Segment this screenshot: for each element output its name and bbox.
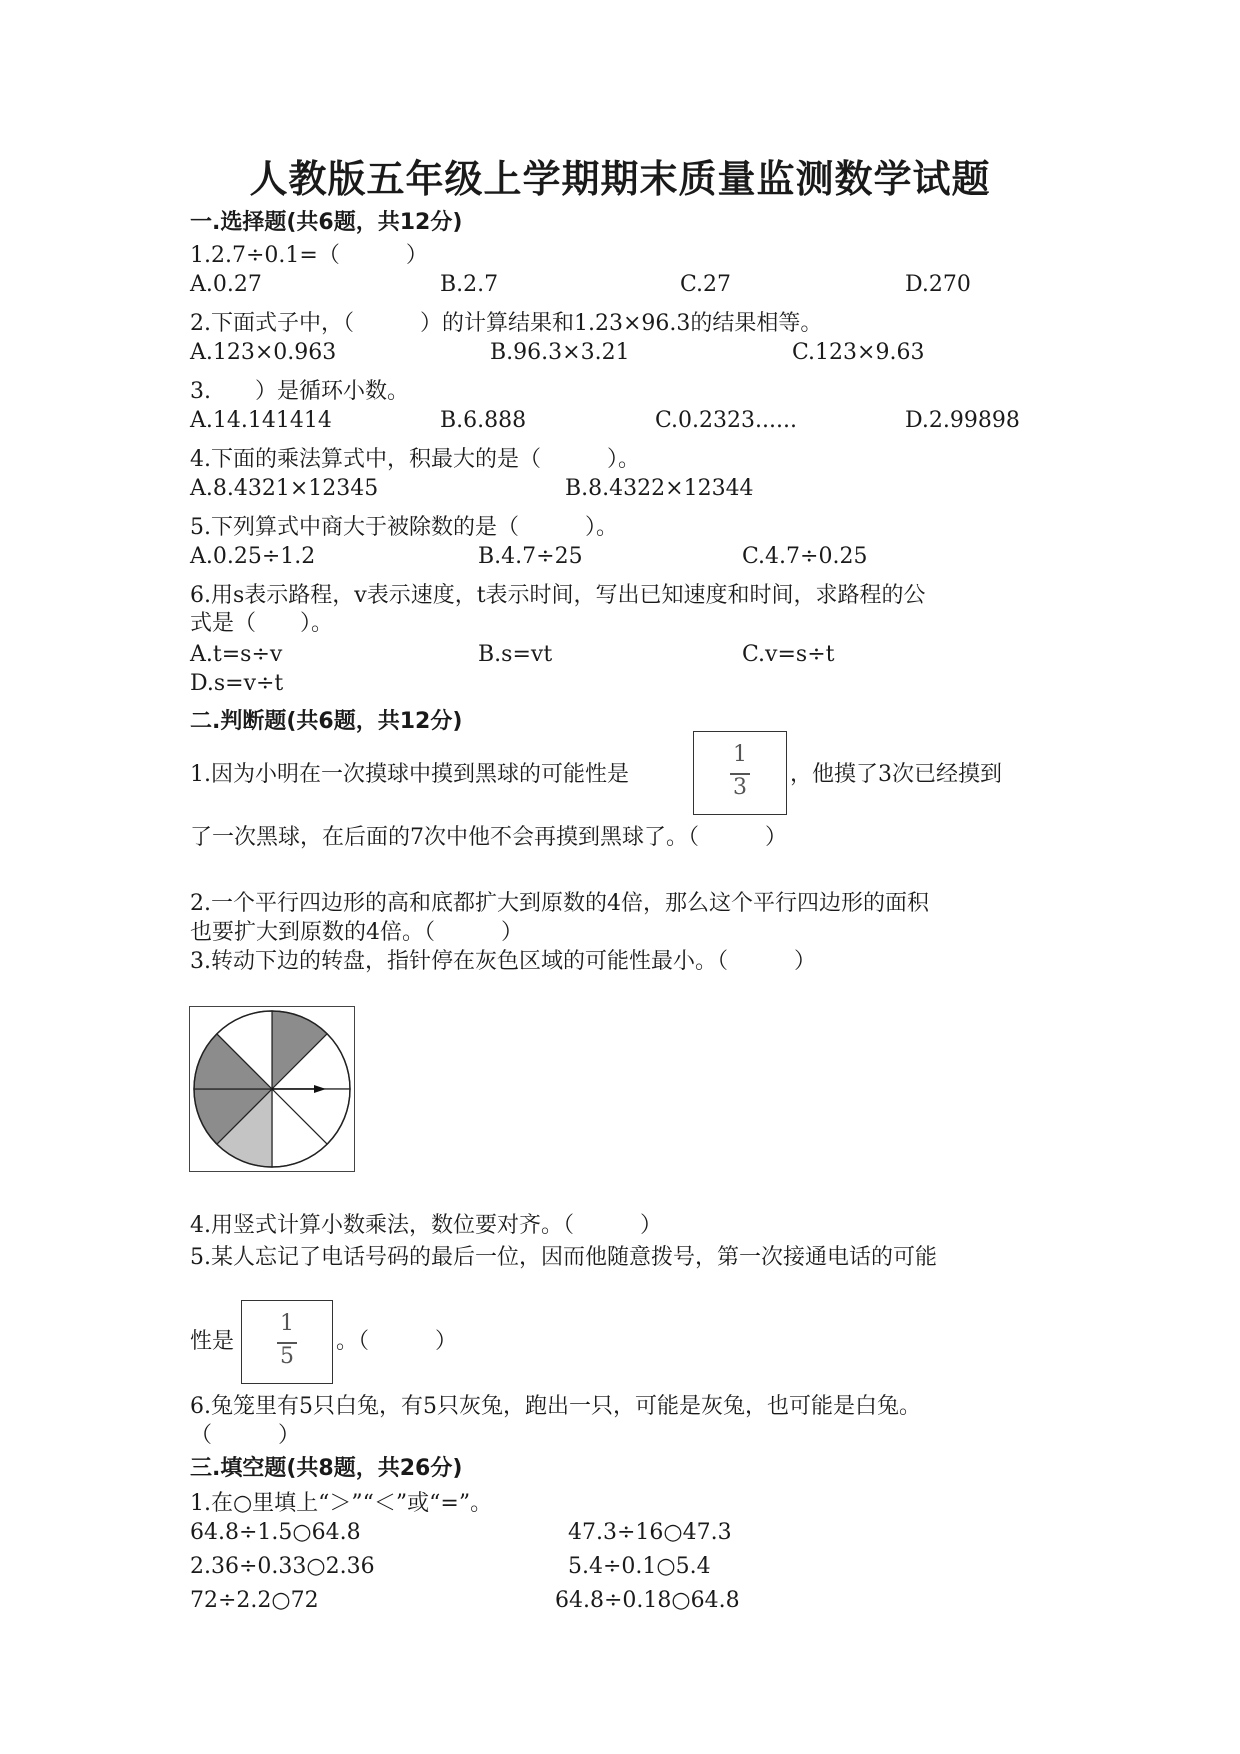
option-a: A.t=s÷v: [190, 642, 283, 667]
question-3-1: 1.在○里填上“＞”“＜”或“=”。: [190, 1491, 493, 1516]
section-heading-fill: 三.填空题(共8题，共26分): [190, 1456, 463, 1481]
question-2-5: 5.某人忘记了电话号码的最后一位，因而他随意拨号，第一次接通电话的可能: [190, 1245, 937, 1270]
question-1-6: 6.用s表示路程，v表示速度，t表示时间，写出已知速度和时间，求路程的公: [190, 583, 926, 608]
page-title: 人教版五年级上学期期末质量监测数学试题: [249, 156, 991, 201]
fraction-box: [693, 731, 787, 815]
option-b: B.s=vt: [478, 642, 553, 667]
option-c: C.27: [680, 272, 732, 297]
question-2-2-cont: 也要扩大到原数的4倍。（ ）: [190, 920, 523, 945]
question-2-1: 1.因为小明在一次摸球中摸到黑球的可能性是: [190, 762, 629, 787]
question-2-4: 4.用竖式计算小数乘法，数位要对齐。（ ）: [190, 1213, 662, 1238]
compare-expression: 5.4÷0.1○5.4: [568, 1554, 711, 1579]
question-2-1-cont: ，他摸了3次已经摸到: [790, 762, 1002, 787]
question-2-5-prefix: 性是: [190, 1329, 235, 1354]
compare-expression: 2.36÷0.33○2.36: [190, 1554, 375, 1579]
fraction-numerator: 1: [280, 1311, 294, 1336]
option-c: C.v=s÷t: [742, 642, 835, 667]
question-2-6: 6.兔笼里有5只白兔，有5只灰兔，跑出一只，可能是灰兔，也可能是白兔。: [190, 1394, 921, 1419]
compare-expression: 64.8÷0.18○64.8: [555, 1588, 740, 1613]
section-heading-judge: 二.判断题(共6题，共12分): [190, 709, 463, 734]
option-a: A.14.141414: [190, 408, 332, 433]
question-1-5: 5.下列算式中商大于被除数的是（ ）。: [190, 515, 618, 540]
question-2-2: 2.一个平行四边形的高和底都扩大到原数的4倍，那么这个平行四边形的面积: [190, 891, 929, 916]
option-a: A.123×0.963: [190, 340, 337, 365]
question-2-6-cont: （ ）: [190, 1423, 301, 1448]
option-d: D.270: [905, 272, 971, 297]
option-c: C.4.7÷0.25: [742, 544, 868, 569]
question-2-5-suffix: 。（ ）: [336, 1329, 458, 1354]
question-1-1: 1.2.7÷0.1=（ ）: [190, 243, 428, 268]
question-2-3: 3.转动下边的转盘，指针停在灰色区域的可能性最小。（ ）: [190, 949, 816, 974]
option-a: A.0.25÷1.2: [190, 544, 316, 569]
option-b: B.6.888: [440, 408, 527, 433]
question-1-2: 2.下面式子中，（ ）的计算结果和1.23×96.3的结果相等。: [190, 311, 823, 336]
compare-expression: 64.8÷1.5○64.8: [190, 1520, 361, 1545]
option-d: D.2.99898: [905, 408, 1020, 433]
fraction-denominator: 5: [280, 1344, 294, 1369]
option-a: A.8.4321×12345: [190, 476, 379, 501]
option-d: D.s=v÷t: [190, 671, 284, 696]
compare-expression: 47.3÷16○47.3: [568, 1520, 732, 1545]
fraction-box: [241, 1300, 333, 1384]
option-b: B.8.4322×12344: [565, 476, 754, 501]
spinner-figure: [189, 1006, 355, 1172]
fraction-denominator: 3: [733, 775, 747, 800]
option-b: B.96.3×3.21: [490, 340, 630, 365]
option-a: A.0.27: [190, 272, 262, 297]
question-1-4: 4.下面的乘法算式中，积最大的是（ ）。: [190, 447, 640, 472]
fraction-numerator: 1: [733, 742, 747, 767]
option-b: B.4.7÷25: [478, 544, 583, 569]
option-c: C.0.2323......: [655, 408, 797, 433]
spinner-wheel: [190, 1007, 354, 1171]
section-heading-choice: 一.选择题(共6题，共12分): [190, 210, 463, 235]
option-c: C.123×9.63: [792, 340, 925, 365]
compare-expression: 72÷2.2○72: [190, 1588, 319, 1613]
option-b: B.2.7: [440, 272, 499, 297]
question-1-3: 3. ）是循环小数。: [190, 379, 409, 404]
question-1-6-cont: 式是（ ）。: [190, 611, 334, 636]
question-2-1-line2: 了一次黑球，在后面的7次中他不会再摸到黑球了。（ ）: [190, 825, 787, 850]
